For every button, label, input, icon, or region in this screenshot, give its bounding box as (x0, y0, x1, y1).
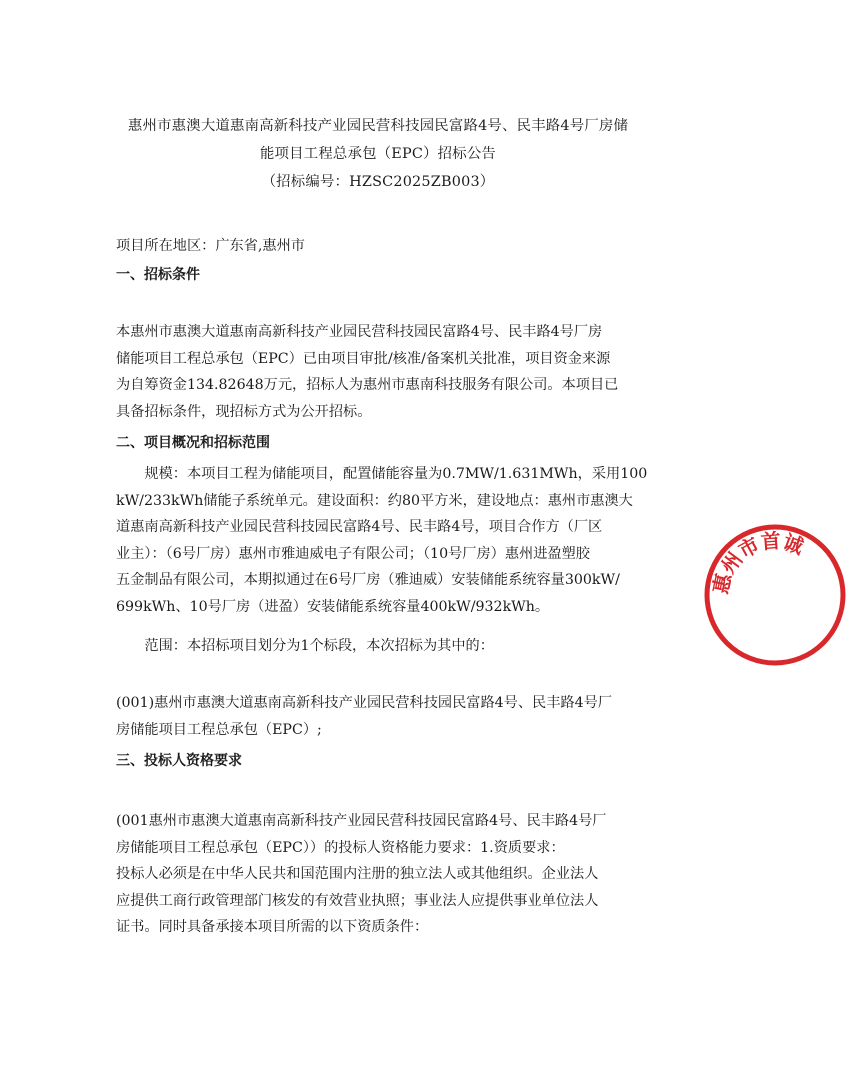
tender-number: （招标编号：HZSC2025ZB003） (261, 174, 495, 190)
title-line-1: 惠州市惠澳大道惠南高新科技产业园民营科技园民富路4号、民丰路4号厂房储 (127, 118, 629, 134)
paragraph-line: 具备招标条件，现招标方式为公开招标。 (116, 403, 372, 420)
section-1-heading: 一、招标条件 (116, 267, 200, 283)
paragraph-line: 应提供工商行政管理部门核发的有效营业执照；事业法人应提供事业单位法人 (116, 892, 599, 909)
paragraph-line: 证书。同时具备承接本项目所需的以下资质条件： (116, 919, 429, 935)
paragraph-line: kW/233kWh储能子系统单元。建设面积：约80平方米，建设地点：惠州市惠澳大 (116, 492, 633, 509)
paragraph-line: 投标人必须是在中华人民共和国范围内注册的独立法人或其他组织。企业法人 (116, 866, 599, 882)
paragraph-line: 规模：本项目工程为储能项目，配置储能容量为0.7MW/1.631MWh，采用100 (116, 466, 648, 482)
paragraph-line: (001)惠州市惠澳大道惠南高新科技产业园民营科技园民富路4号、民丰路4号厂 (116, 695, 613, 711)
project-location: 项目所在地区：广东省,惠州市 (116, 238, 305, 254)
document-title (90, 112, 666, 196)
title-line-2: 能项目工程总承包（EPC）招标公告 (259, 146, 497, 162)
section-3-heading: 三、投标人资格要求 (116, 753, 242, 769)
section-2-heading: 二、项目概况和招标范围 (116, 435, 270, 451)
paragraph-line: 为自筹资金134.82648万元，招标人为惠州市惠南科技服务有限公司。本项目已 (116, 377, 619, 393)
svg-text:惠州市首诚 (708, 528, 806, 595)
section-3-paragraph (116, 808, 646, 941)
paragraph-line: 本惠州市惠澳大道惠南高新科技产业园民营科技园民富路4号、民丰路4号厂房 (116, 324, 603, 340)
section-1-paragraph (116, 319, 646, 425)
seal-text: 惠州市首诚 (708, 528, 807, 596)
paragraph-line: 房储能项目工程总承包（EPC）; (116, 721, 322, 738)
paragraph-line: 储能项目工程总承包（EPC）已由项目审批/核准/备案机关批准，项目资金来源 (116, 350, 611, 367)
paragraph-line: (001惠州市惠澳大道惠南高新科技产业园民营科技园民富路4号、民丰路4号厂 (116, 813, 607, 829)
paragraph-line: 699kWh、10号厂房（进盈）安装储能系统容量400kW/932kWh。 (116, 598, 550, 615)
paragraph-line: 道惠南高新科技产业园民营科技园民富路4号、民丰路4号，项目合作方（厂区 (116, 519, 603, 535)
lot-description (116, 690, 646, 743)
paragraph-line: 业主）：（6号厂房）惠州市雅迪威电子有限公司；（10号厂房）惠州进盈塑胶 (116, 545, 590, 562)
paragraph-line: 房储能项目工程总承包（EPC））的投标人资格能力要求：1.资质要求： (116, 839, 565, 856)
section-2-scope: 范围：本招标项目划分为1个标段，本次招标为其中的： (116, 638, 494, 654)
company-seal-icon (700, 520, 850, 670)
section-2-scale-paragraph (116, 461, 646, 620)
paragraph-line: 五金制品有限公司，本期拟通过在6号厂房（雅迪威）安装储能系统容量300kW/ (116, 572, 620, 588)
